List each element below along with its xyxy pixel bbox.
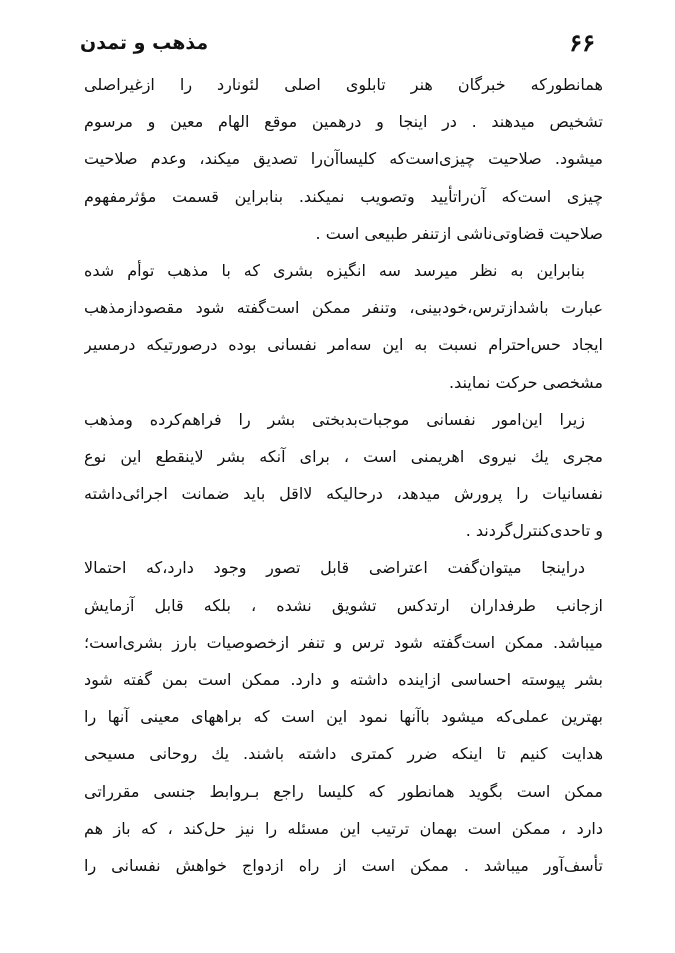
running-title: مذهب و تمدن: [80, 32, 209, 54]
body-text: [84, 66, 603, 884]
text-line: تشخیص میدهند . در اینجا و درهمین موقع الهام معین و مرسوم: [84, 112, 603, 132]
paragraph: [84, 66, 603, 252]
text-line: بهترین عملی‌که میشود باآنها نمود این است که براههای معینی آنها را: [84, 707, 603, 727]
text-line: عبارت باشدازترس،خودبینی، وتنفر ممکن است‌گفته شود مقصودازمذهب: [84, 298, 603, 318]
text-line: همانطورکه خبرگان هنر تابلوی اصلی لئونارد را ازغیراصلی: [84, 75, 603, 94]
text-line: و تاحدی‌کنترل‌گردند .: [465, 521, 603, 541]
page-header: [80, 28, 595, 58]
paragraph: [84, 252, 603, 401]
text-line: میباشد. ممکن است‌گفته شود ترس و تنفر ازخصوصیات بارز بشری‌است؛: [84, 632, 603, 652]
paragraph: [84, 401, 603, 550]
text-line: چیزی است‌که آن‌راتأیید وتصویب نمیکند. بنابراین قسمت مؤثرمفهوم: [84, 186, 603, 206]
text-line: تأسف‌آور میباشد . ممکن است از راه ازدواج خواهش نفسانی را: [84, 855, 603, 875]
text-line: بنابراین به نظر میرسد سه انگیزه بشری که با مذهب توأم شده: [84, 260, 585, 280]
text-line: مجری یك نیروی اهریمنی است ، برای آنکه بشر لاینقطع این نوع: [84, 446, 603, 466]
text-line: بشر پیوسته احساسی ازاینده داشته و دارد. ممکن است بمن گفته شود: [84, 670, 603, 689]
text-line: دارد ، ممکن است بهمان ترتیب این مسئله را نیز حل‌کند ، که باز هم: [84, 818, 603, 838]
page-number: ۶۶: [569, 28, 595, 57]
text-line: ازجانب طرفداران ارتدکس تشویق نشده ، بلکه قابل آزمایش: [84, 595, 603, 615]
text-line: هدایت کنیم تا اینکه ضرر کمتری داشته باشند. یك روحانی مسیحی: [84, 744, 603, 764]
text-line: مشخصی حرکت نمایند.: [449, 372, 603, 392]
text-line: صلاحیت قضاوتی‌ناشی ازتنفر طبیعی است .: [315, 223, 603, 243]
text-line: نفسانیات را پرورش میدهد، درحالیکه لااقل باید ضمانت اجرائی‌داشته: [84, 484, 603, 504]
text-line: ایجاد حس‌احترام نسبت به این سه‌امر نفسانی بوده درصورتیکه درمسیر: [84, 335, 603, 355]
text-line: میشود. صلاحیت چیزی‌است‌که کلیساآن‌را تصدیق میکند، وعدم صلاحیت: [84, 149, 603, 169]
text-line: زیرا این‌امور نفسانی موجبات‌بدبختی بشر را فراهم‌کرده ومذهب: [84, 409, 585, 429]
text-line: ممکن است بگوید همانطور که کلیسا راجع بـروابط جنسی مقرراتی: [84, 781, 603, 801]
text-line: دراینجا میتوان‌گفت اعتراضی قابل تصور وجود دارد،که احتمالا: [84, 558, 585, 578]
paragraph: [84, 549, 603, 884]
